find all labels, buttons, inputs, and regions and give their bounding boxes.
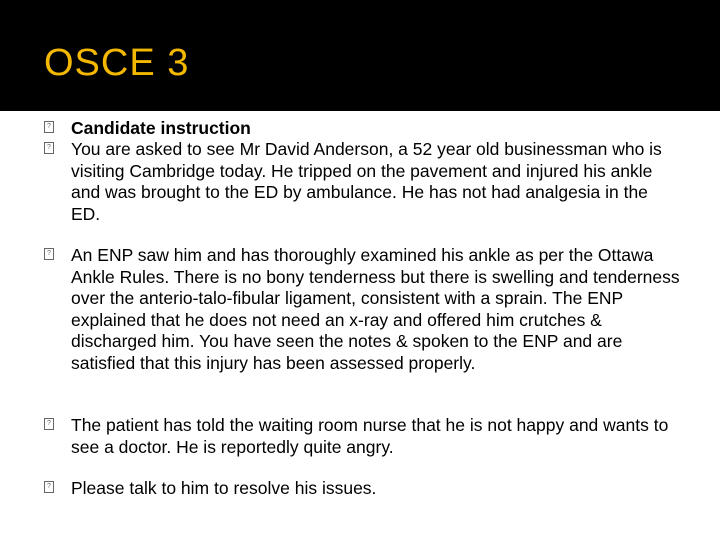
bullet-text: Please talk to him to resolve his issues.: [71, 478, 377, 498]
slide-title: OSCE 3: [44, 42, 190, 84]
title-bar: [0, 0, 720, 111]
bullet-icon: ?: [44, 142, 54, 154]
bullet-text: The patient has told the waiting room nurse that he is not happy and wants to see a doctor. He is reportedly quite angry.: [71, 415, 669, 457]
bullet-text: You are asked to see Mr David Anderson, a 52 year old businessman who is visiting Cambridge today. He tripped on the pavement and injured his ankle and was brought to the ED by ambulance. He has not had analgesia in the ED.: [71, 139, 662, 224]
bullet-icon: ?: [44, 248, 54, 260]
bullet-icon: ?: [44, 481, 54, 493]
bullet-icon: ?: [44, 121, 54, 133]
bullet-text: Candidate instruction: [71, 118, 251, 138]
bullet-text: An ENP saw him and has thoroughly examined his ankle as per the Ottawa Ankle Rules. There is no bony tenderness but there is swelling and tenderness over the anterio-talo-fibular ligament, consistent with a sprain. The ENP explained that he does not need an x-ray and offered him crutches & discharged him. You have seen the notes & spoken to the ENP and are satisfied that this injury has been assessed properly.: [71, 245, 680, 373]
bullet-icon: ?: [44, 418, 54, 430]
